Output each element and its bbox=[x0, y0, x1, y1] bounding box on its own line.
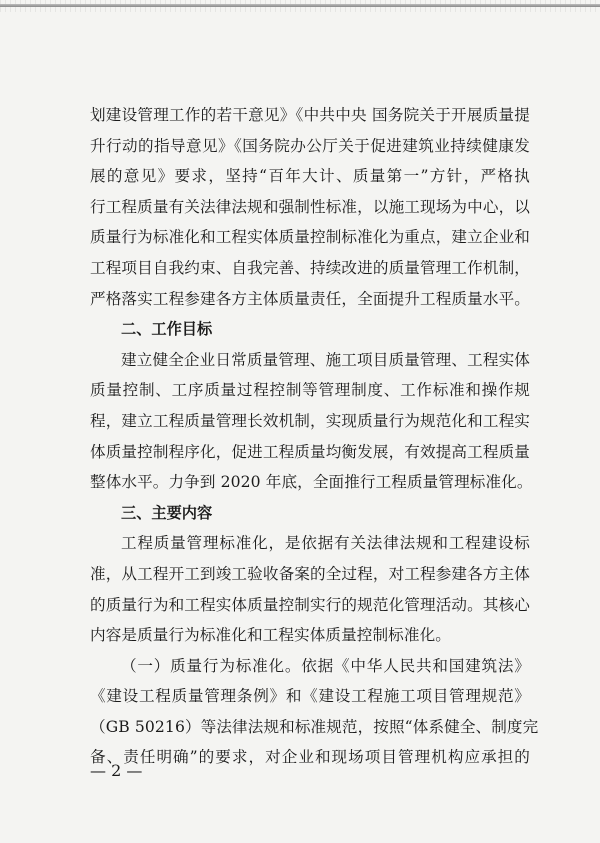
paragraph-line: 工程项目自我约束、自我完善、持续改进的质量管理工作机制， bbox=[90, 258, 530, 277]
paragraph-line: 升行动的指导意见》《国务院办公厅关于促进建筑业持续健康发 bbox=[90, 136, 530, 155]
paragraph-line: 的质量行为和工程实体质量控制实行的规范化管理活动。其核心 bbox=[90, 595, 530, 614]
paragraph-line: 划建设管理工作的若干意见》《中共中央 国务院关于开展质量提 bbox=[90, 106, 530, 124]
paragraph-line: 《建设工程质量管理条例》和《建设工程施工项目管理规范》 bbox=[90, 687, 530, 706]
paragraph-line: 体质量控制程序化，促进工程质量均衡发展，有效提高工程质量 bbox=[90, 442, 530, 461]
paragraph-line: （一）质量行为标准化。依据《中华人民共和国建筑法》 bbox=[121, 656, 530, 675]
paragraph-line: 程，建立工程质量管理长效机制，实现质量行为规范化和工程实 bbox=[90, 411, 530, 430]
paragraph-line: （GB 50216）等法律法规和标准规范，按照“体系健全、制度完 bbox=[90, 717, 539, 736]
paragraph-line: 建立健全企业日常质量管理、施工项目质量管理、工程实体 bbox=[121, 350, 530, 369]
paragraph-line: 行工程质量有关法律法规和强制性标准，以施工现场为中心，以 bbox=[90, 197, 530, 216]
paragraph-line: 备、责任明确”的要求，对企业和现场项目管理机构应承担的 bbox=[90, 748, 530, 767]
section-heading-main-content: 三、主要内容 bbox=[121, 503, 213, 522]
paragraph-line: 工程质量管理标准化，是依据有关法律法规和工程建设标 bbox=[121, 534, 530, 553]
paragraph-line: 准，从工程开工到竣工验收备案的全过程，对工程参建各方主体 bbox=[90, 564, 530, 583]
paragraph-line: 内容是质量行为标准化和工程实体质量控制标准化。 bbox=[90, 626, 451, 645]
paragraph-line: 展的意见》要求，坚持“百年大计、质量第一”方针，严格执 bbox=[90, 167, 530, 186]
paragraph-line: 整体水平。力争到 2020 年底，全面推行工程质量管理标准化。 bbox=[90, 473, 533, 492]
top-border-line bbox=[0, 4, 600, 7]
section-heading-work-goals: 二、工作目标 bbox=[121, 320, 213, 339]
paragraph-line: 质量行为标准化和工程实体质量控制标准化为重点，建立企业和 bbox=[90, 228, 530, 247]
paragraph-line: 质量控制、工序质量过程控制等管理制度、工作标准和操作规 bbox=[90, 381, 530, 400]
body-text bbox=[90, 100, 539, 773]
page-number: — 2 — bbox=[90, 761, 143, 780]
paragraph-line: 严格落实工程参建各方主体质量责任，全面提升工程质量水平。 bbox=[90, 289, 530, 308]
